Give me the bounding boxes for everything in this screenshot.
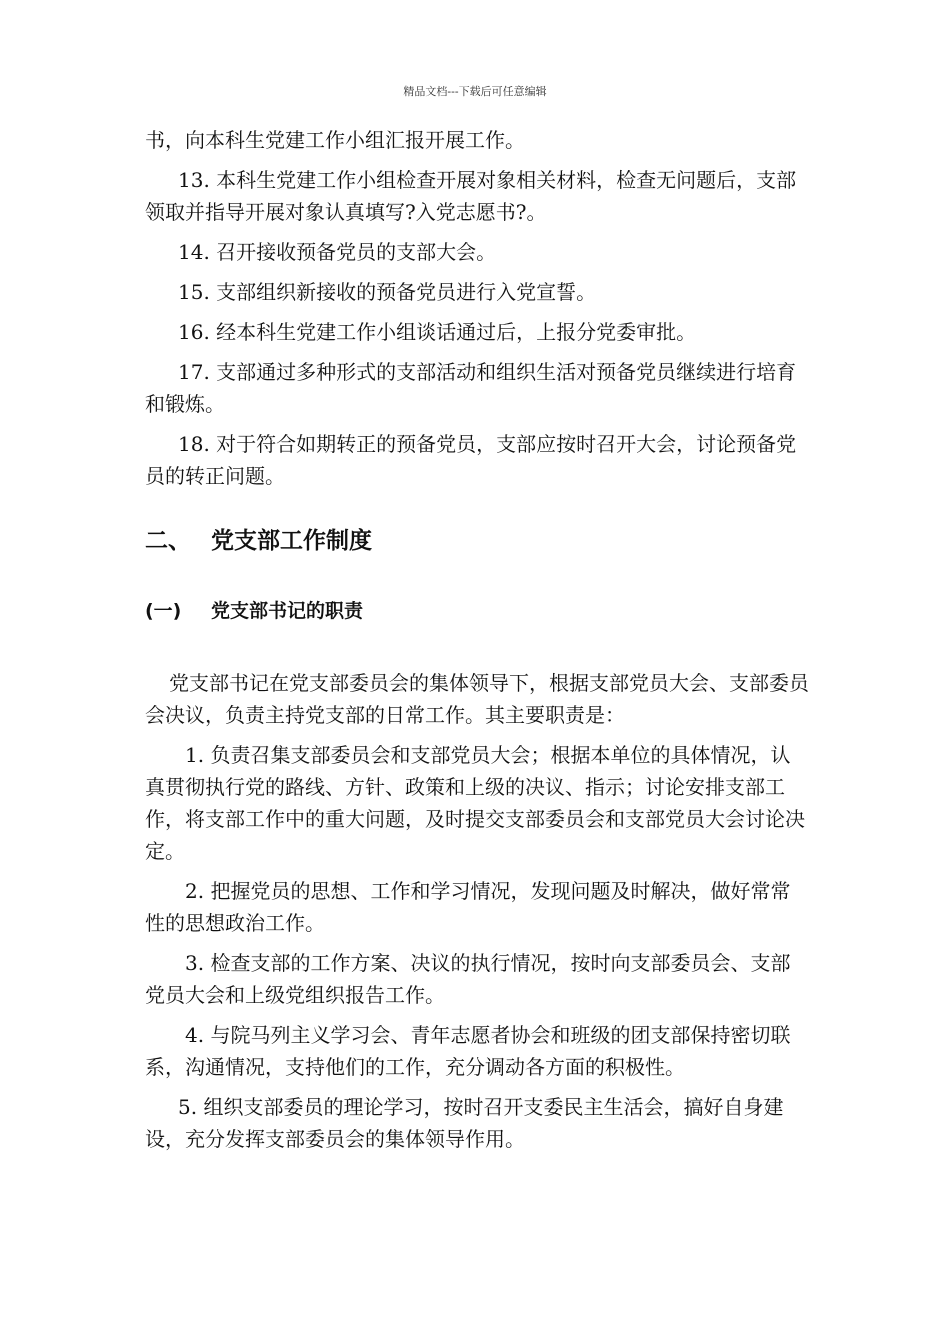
duty-4: 4. 与院马列主义学习会、青年志愿者协会和班级的团支部保持密切联系，沟通情况，支持他们的工作，充分调动各方面的积极性。: [145, 1023, 791, 1079]
section-title: 党支部工作制度: [211, 528, 372, 554]
document-body: [145, 124, 810, 1155]
step-17: 17. 支部通过多种形式的支部活动和组织生活对预备党员继续进行培育和锻炼。: [145, 360, 797, 416]
section-number: 二、: [145, 528, 191, 554]
subsection-number: (一): [145, 600, 182, 622]
intro-paragraph: 党支部书记在党支部委员会的集体领导下，根据支部党员大会、支部委员会决议，负责主持党支部的日常工作。其主要职责是：: [145, 671, 809, 727]
step-13: 13. 本科生党建工作小组检查开展对象相关材料，检查无问题后，支部领取并指导开展对象认真填写?入党志愿书?。: [145, 168, 797, 224]
subsection-heading: [145, 597, 810, 625]
duty-2: 2. 把握党员的思想、工作和学习情况，发现问题及时解决，做好常常性的思想政治工作。: [145, 879, 791, 935]
step-16: 16. 经本科生党建工作小组谈话通过后，上报分党委审批。: [178, 320, 697, 344]
subsection-title: 党支部书记的职责: [211, 600, 364, 622]
step-14: 14. 召开接收预备党员的支部大会。: [178, 240, 497, 264]
section-heading: [145, 525, 810, 557]
duty-5: 5. 组织支部委员的理论学习，按时召开支委民主生活会，搞好自身建设，充分发挥支部委员会的集体领导作用。: [145, 1095, 784, 1151]
step-15: 15. 支部组织新接收的预备党员进行入党宣誓。: [178, 280, 597, 304]
step-18: 18. 对于符合如期转正的预备党员，支部应按时召开大会，讨论预备党员的转正问题。: [145, 432, 797, 488]
duty-3: 3. 检查支部的工作方案、决议的执行情况，按时向支部委员会、支部党员大会和上级党组织报告工作。: [145, 951, 791, 1007]
duty-1: 1. 负责召集支部委员会和支部党员大会；根据本单位的具体情况，认真贯彻执行党的路线、方针、政策和上级的决议、指示；讨论安排支部工作，将支部工作中的重大问题，及时提交支部委员会和支部党员大会讨论决定。: [145, 743, 805, 863]
page-header: 精品文档---下载后可任意编辑: [403, 85, 547, 98]
continued-paragraph: 书，向本科生党建工作小组汇报开展工作。: [145, 128, 525, 152]
